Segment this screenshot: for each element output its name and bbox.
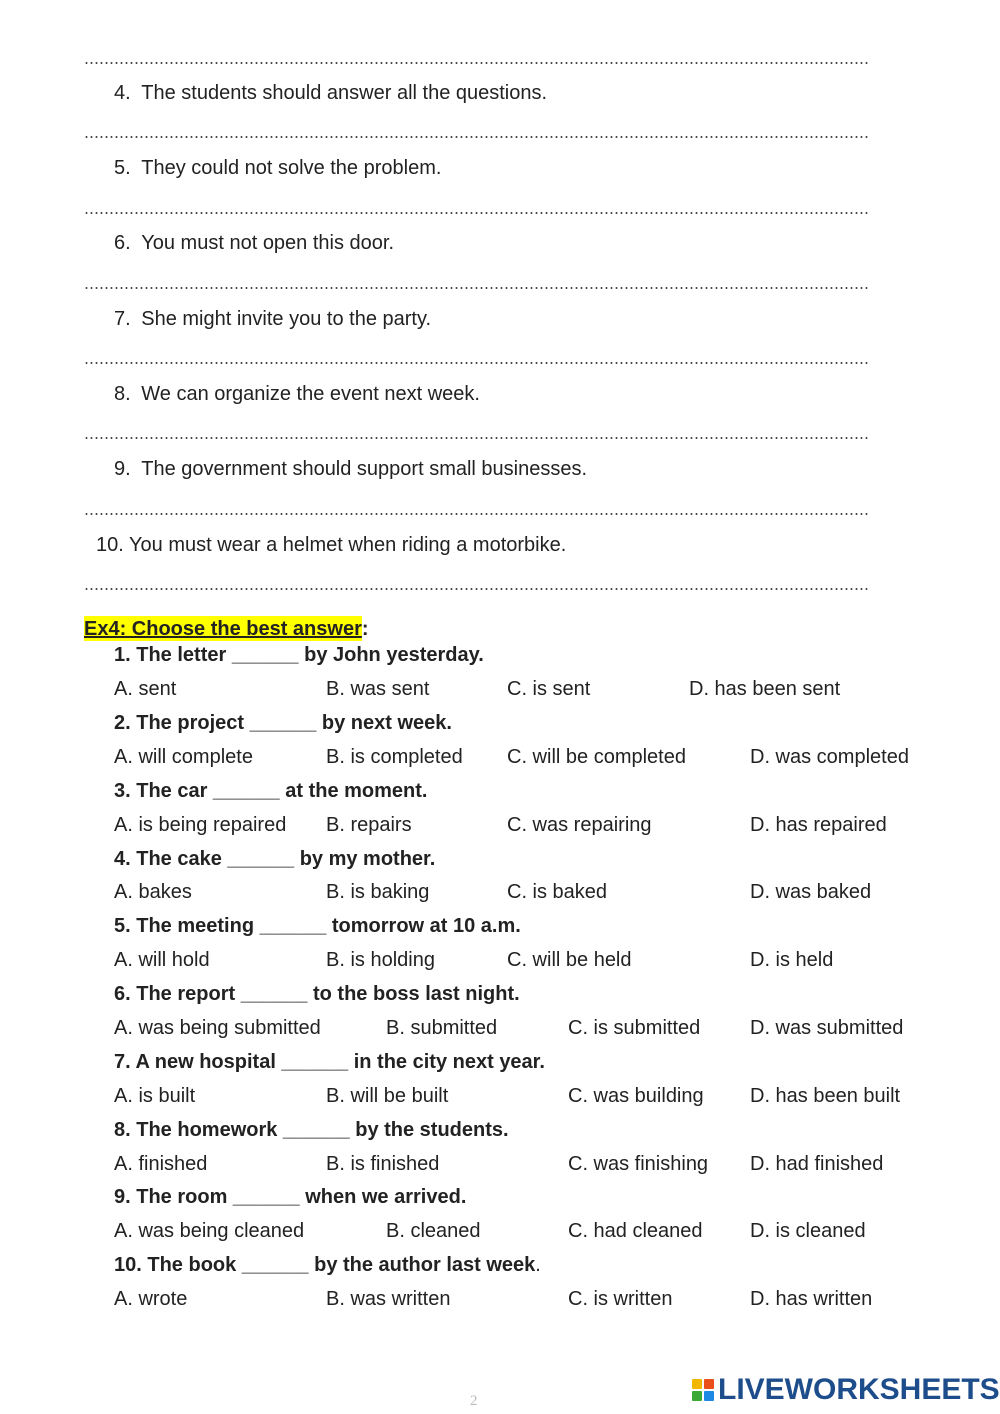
item-number: 7.: [114, 308, 131, 330]
liveworksheets-logo-text: LIVEWORKSHEETS: [718, 1373, 1000, 1406]
answer-line[interactable]: [84, 437, 870, 439]
option-10d[interactable]: D. has written: [750, 1288, 873, 1310]
page-number: 2: [470, 1393, 478, 1409]
logo-square-3: [692, 1391, 702, 1401]
answer-line[interactable]: [84, 136, 870, 138]
question-8-stem: 8. The homework ______ by the students.: [114, 1119, 509, 1141]
liveworksheets-logo[interactable]: [692, 1374, 1000, 1406]
option-1d[interactable]: D. has been sent: [689, 678, 841, 700]
ex3-item-7: [114, 307, 431, 331]
item-text: They could not solve the problem.: [141, 157, 442, 179]
question-3-stem: 3. The car ______ at the moment.: [114, 780, 428, 802]
option-9d[interactable]: D. is cleaned: [750, 1220, 866, 1242]
item-number: 5.: [114, 157, 131, 179]
logo-square-1: [692, 1379, 702, 1389]
option-5a[interactable]: A. will hold: [114, 949, 210, 971]
option-5c[interactable]: C. will be held: [507, 949, 632, 971]
item-text: You must not open this door.: [141, 232, 395, 254]
ex3-item-10: [96, 533, 566, 557]
option-9a[interactable]: A. was being cleaned: [114, 1220, 305, 1242]
question-6-stem: 6. The report ______ to the boss last night.: [114, 983, 520, 1005]
option-3d[interactable]: D. has repaired: [750, 814, 887, 836]
ex3-item-8: [114, 382, 480, 406]
question-5-stem: 5. The meeting ______ tomorrow at 10 a.m.: [114, 915, 521, 937]
item-number: 6.: [114, 232, 131, 254]
option-6b[interactable]: B. submitted: [386, 1017, 498, 1039]
option-5d[interactable]: D. is held: [750, 949, 834, 971]
answer-line[interactable]: [84, 62, 870, 64]
option-10a[interactable]: A. wrote: [114, 1288, 188, 1310]
item-text: You must wear a helmet when riding a motorbike.: [129, 534, 567, 556]
option-3a[interactable]: A. is being repaired: [114, 814, 287, 836]
option-7a[interactable]: A. is built: [114, 1085, 196, 1107]
question-10-stem-text: 10. The book ______ by the author last week: [114, 1254, 536, 1276]
question-10-stem-period: .: [535, 1254, 541, 1276]
option-1a[interactable]: A. sent: [114, 678, 177, 700]
option-4d[interactable]: D. was baked: [750, 881, 872, 903]
option-7c[interactable]: C. was building: [568, 1085, 704, 1107]
ex3-item-4: [114, 81, 547, 105]
option-7b[interactable]: B. will be built: [326, 1085, 449, 1107]
item-number: 8.: [114, 383, 131, 405]
item-text: The government should support small businesses.: [141, 458, 588, 480]
option-1b[interactable]: B. was sent: [326, 678, 430, 700]
logo-square-2: [704, 1379, 714, 1389]
option-6a[interactable]: A. was being submitted: [114, 1017, 321, 1039]
option-8b[interactable]: B. is finished: [326, 1153, 440, 1175]
question-9-stem: 9. The room ______ when we arrived.: [114, 1186, 467, 1208]
liveworksheets-logo-icon: [692, 1379, 714, 1401]
item-number: 4.: [114, 82, 131, 104]
ex4-heading-highlight: Ex4: Choose the best answer: [84, 618, 362, 640]
option-5b[interactable]: B. is holding: [326, 949, 435, 971]
ex4-heading: [84, 616, 369, 642]
option-6d[interactable]: D. was submitted: [750, 1017, 904, 1039]
option-8d[interactable]: D. had finished: [750, 1153, 884, 1175]
ex3-item-5: [114, 156, 441, 180]
answer-line[interactable]: [84, 362, 870, 364]
option-1c[interactable]: C. is sent: [507, 678, 591, 700]
option-8c[interactable]: C. was finishing: [568, 1153, 709, 1175]
option-2a[interactable]: A. will complete: [114, 746, 253, 768]
ex3-item-9: [114, 457, 587, 481]
item-text: She might invite you to the party.: [141, 308, 432, 330]
option-10b[interactable]: B. was written: [326, 1288, 451, 1310]
item-number: 10.: [96, 534, 124, 556]
logo-square-4: [704, 1391, 714, 1401]
option-8a[interactable]: A. finished: [114, 1153, 208, 1175]
option-3b[interactable]: B. repairs: [326, 814, 412, 836]
option-2d[interactable]: D. was completed: [750, 746, 909, 768]
option-10c[interactable]: C. is written: [568, 1288, 673, 1310]
answer-line[interactable]: [84, 588, 870, 590]
option-6c[interactable]: C. is submitted: [568, 1017, 701, 1039]
option-4c[interactable]: C. is baked: [507, 881, 608, 903]
question-2-stem: 2. The project ______ by next week.: [114, 712, 452, 734]
option-2b[interactable]: B. is completed: [326, 746, 463, 768]
answer-line[interactable]: [84, 287, 870, 289]
ex4-heading-colon: :: [361, 618, 369, 640]
option-9b[interactable]: B. cleaned: [386, 1220, 481, 1242]
answer-line[interactable]: [84, 513, 870, 515]
question-7-stem: 7. A new hospital ______ in the city next year.: [114, 1051, 545, 1073]
question-4-stem: 4. The cake ______ by my mother.: [114, 848, 436, 870]
question-1-stem: 1. The letter ______ by John yesterday.: [114, 644, 484, 666]
answer-line[interactable]: [84, 212, 870, 214]
option-3c[interactable]: C. was repairing: [507, 814, 652, 836]
option-7d[interactable]: D. has been built: [750, 1085, 901, 1107]
option-4a[interactable]: A. bakes: [114, 881, 192, 903]
question-10-stem: [114, 1253, 541, 1277]
item-text: The students should answer all the questions.: [141, 82, 548, 104]
option-9c[interactable]: C. had cleaned: [568, 1220, 703, 1242]
item-number: 9.: [114, 458, 131, 480]
ex3-item-6: [114, 231, 394, 255]
option-4b[interactable]: B. is baking: [326, 881, 430, 903]
option-2c[interactable]: C. will be completed: [507, 746, 686, 768]
item-text: We can organize the event next week.: [141, 383, 480, 405]
